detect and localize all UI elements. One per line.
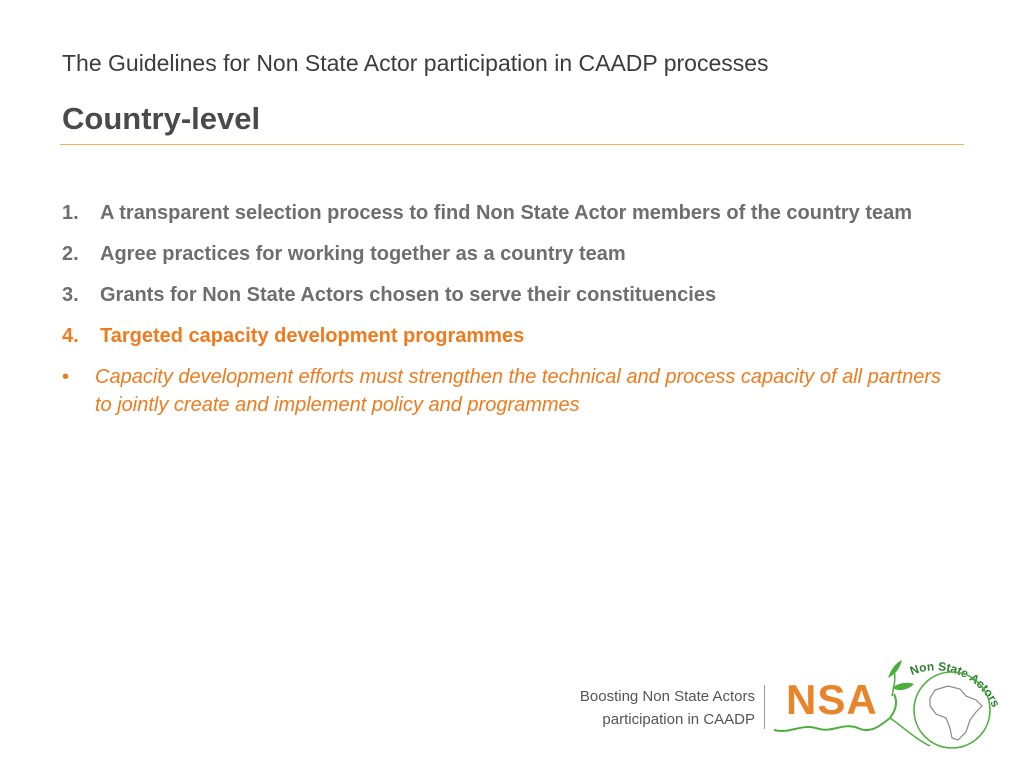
- list-item-3: [62, 281, 962, 309]
- slide-subtitle: The Guidelines for Non State Actor participation in CAADP processes: [62, 50, 769, 76]
- list-item-4-highlighted: [62, 322, 962, 350]
- list-item-1: [62, 199, 962, 227]
- list-item-text: Grants for Non State Actors chosen to serve their constituencies: [100, 284, 717, 306]
- list-number: 3.: [62, 284, 79, 306]
- list-item-text: Agree practices for working together as a country team: [100, 243, 626, 265]
- tagline-line-2: participation in CAADP: [602, 711, 755, 728]
- footer-tagline: [580, 685, 755, 731]
- bullet-text: Capacity development efforts must strengthen the technical and process capacity of all partners to jointly create and implement policy and programmes: [95, 366, 942, 416]
- list-item-text: A transparent selection process to find Non State Actor members of the country team: [100, 202, 913, 224]
- logo-letters: NSA: [786, 676, 878, 723]
- slide-title: Country-level: [62, 101, 261, 136]
- list-item-2: [62, 240, 962, 268]
- footer-divider: [764, 685, 765, 729]
- nsa-logo: [770, 648, 1010, 758]
- list-number: 4.: [62, 325, 79, 347]
- bullet-icon: •: [62, 366, 70, 388]
- list-item-text: Targeted capacity development programmes: [100, 325, 525, 347]
- bullet-point: [62, 363, 955, 419]
- numbered-list: [62, 199, 962, 419]
- tagline-line-1: Boosting Non State Actors: [579, 688, 755, 705]
- list-number: 1.: [62, 202, 79, 224]
- logo-arc-text: Non State Actors: [908, 659, 1003, 710]
- title-divider: [60, 144, 964, 145]
- list-number: 2.: [62, 243, 79, 265]
